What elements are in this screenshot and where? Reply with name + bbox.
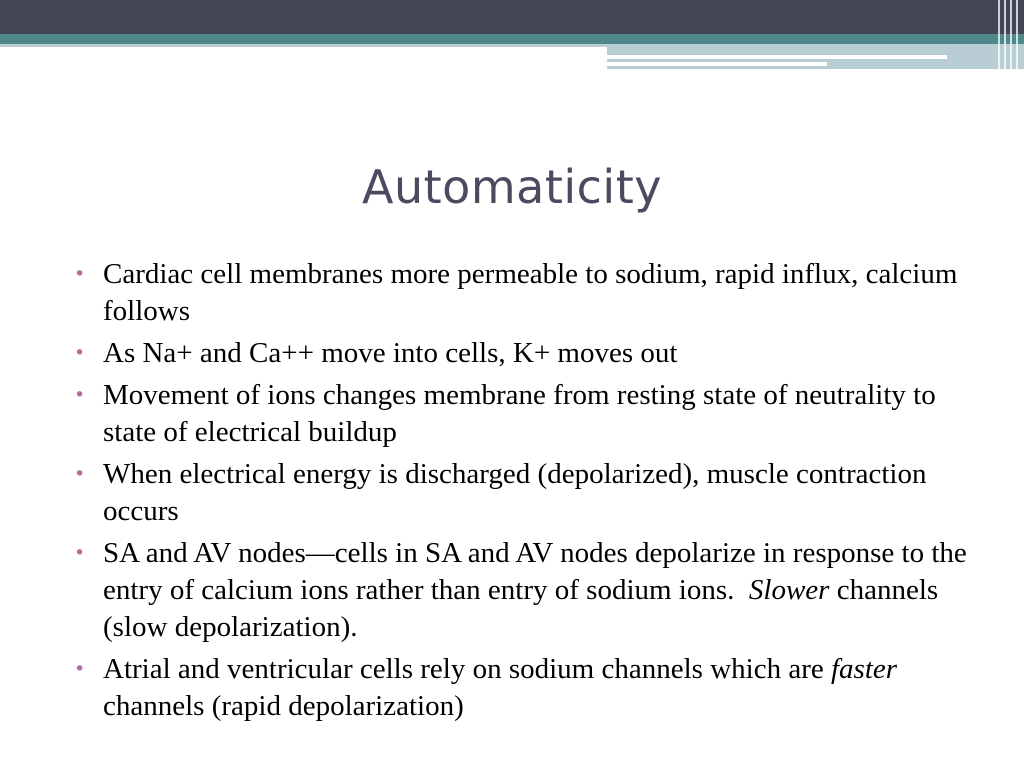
bullet-text-post: channels (slow depolarization). <box>103 574 946 643</box>
bullet-dot-icon: • <box>74 463 86 485</box>
bullet-emphasis: faster <box>830 653 898 685</box>
bullet-item <box>72 335 977 372</box>
header-vbar <box>1010 0 1012 70</box>
header-vbar <box>1016 0 1018 70</box>
bullet-text-pre: SA and AV nodes—cells in SA and AV nodes depolarize in response to the entry of calcium ions rather than entry of sodium ions. <box>103 537 975 606</box>
bullet-text-post: channels (rapid depolarization) <box>103 653 905 722</box>
header-decoration <box>0 0 1024 80</box>
bullet-item <box>72 456 977 530</box>
bullet-text: As Na+ and Ca++ move into cells, K+ moves out <box>103 337 678 369</box>
header-dark-band <box>0 0 1024 34</box>
bullet-dot-icon: • <box>74 658 86 680</box>
header-vbar <box>1004 0 1006 70</box>
bullet-item <box>72 256 977 330</box>
header-white-stripe-short <box>607 62 827 66</box>
bullet-dot-icon: • <box>74 263 86 285</box>
bullet-dot-icon: • <box>74 342 86 364</box>
bullet-text-pre: Atrial and ventricular cells rely on sodium channels which are <box>103 653 831 685</box>
header-vertical-bars <box>994 0 1024 70</box>
slide-title: Automaticity <box>362 160 662 214</box>
bullet-text: When electrical energy is discharged (depolarized), muscle contraction occurs <box>103 458 927 527</box>
bullet-dot-icon: • <box>74 384 86 406</box>
bullet-item <box>72 535 977 646</box>
header-teal-band <box>0 34 1024 44</box>
header-white-stripe <box>607 55 947 59</box>
header-vbar <box>998 0 1000 70</box>
bullet-dot-icon: • <box>74 542 86 564</box>
bullet-item <box>72 651 977 725</box>
bullet-text: Movement of ions changes membrane from resting state of neutrality to state of electrical buildup <box>103 379 936 448</box>
bullet-item <box>72 377 977 451</box>
bullet-list <box>72 256 977 730</box>
bullet-emphasis: Slower <box>748 574 830 606</box>
bullet-text: Cardiac cell membranes more permeable to sodium, rapid influx, calcium follows <box>103 258 958 327</box>
